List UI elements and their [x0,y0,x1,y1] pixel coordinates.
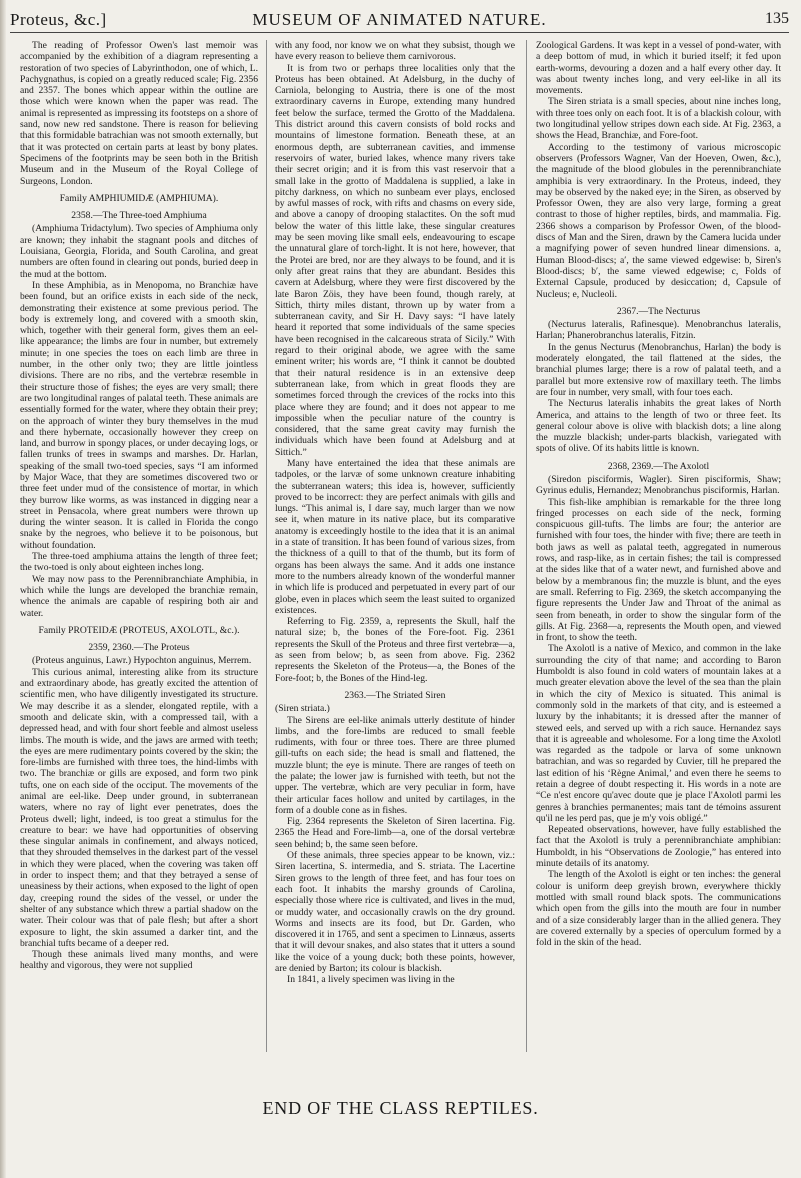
section-heading: 2363.—The Striated Siren [344,689,446,701]
header-rule [10,32,789,33]
section-heading: 2367.—The Necturus [616,305,701,317]
family-heading: Family AMPHIUMIDÆ (AMPHIUMA). [59,192,219,204]
footer-end-note: END OF THE CLASS REPTILES. [262,1098,539,1118]
paragraph: Fig. 2364 represents the Skeleton of Siren lacertina. Fig. 2365 the Head and Fore-limb—a, one of the dorsal vertebræ seen behind; b, the same seen before. [275,816,515,850]
paragraph: In the genus Necturus (Menobranchus, Harlan) the body is moderately elongated, the tail flattened at the sides, the branchial plumes large; there is a row of palatal teeth, and a parallel but more extensive row of maxillary teeth. The limbs are four in number, very small, with four toes each. [536,341,781,398]
header-book-title: MUSEUM OF ANIMATED NATURE. [252,10,547,29]
paragraph: (Siredon pisciformis, Wagler). Siren pisciformis, Shaw; Gyrinus edulis, Hernandez; Menobranchus pisciformis, Harlan. [536,473,781,497]
continued-paragraph: with any food, nor know we on what they subsist, though we have every reason to believe them carnivorous. [275,40,515,63]
paragraph: This curious animal, interesting alike from its structure and extraordinary abode, has greatly excited the attention of scientific men, who have diligently investigated its structure. We may describe it as a slender, elongated reptile, with a smooth and delicate skin, with a compressed tail, with a depressed head, and with four short feeble and almost useless limbs. The mouth is wide, and the jaws are armed with teeth; the eyes are mere rudimentary points covered by the skin; the fore-limbs are furnished with three toes, the hind-limbs with two. The branchiæ or gills are exposed, and form two pink tufts, one on each side of the occiput. The movements of the animal are eel-like. Deep under ground, in subterranean waters, where no ray of light ever penetrates, does the Proteus dwell; light, indeed, is too great a stimulus for the creature to bear: we have had opportunities of observing these singular animals in confinement, and always noticed, that they shrouded themselves in the darkest part of the vessel in which they were placed, when the covering was taken off in order to inspect them; and that they betrayed a sense of uneasiness by their actions, when exposed to the light of open day, creeping round the sides of the vessel, or under the shelter of any substance which threw a partial shadow on the water. Their colour was that of pale flesh; but after a short exposure to light, the skin assumed a darker tint, and the branchial tufts became of a deeper red. [20,666,258,949]
text-column-3 [536,40,781,1052]
paragraph: The Sirens are eel-like animals utterly destitute of hinder limbs, and the fore-limbs are reduced to small feeble rudiments, with four or three toes. There are three plumed gill-tufts on each side; the head is small and flattened, the muzzle blunt; the eye is minute. There are ranges of teeth on the palate; the lower jaw is furnished with teeth, but not the upper. The vertebræ, which are very peculiar in form, have their articular faces hollow and united by cartilages, in the form of a double cone as in fishes. [275,714,515,816]
text-column-2 [275,40,515,1052]
paragraph: Of these animals, three species appear to be known, viz.: Siren lacertina, S. intermedia, and S. striata. The Lacertine Siren grows to the length of three feet, and has four toes on each foot. It inhabits the marshy grounds of Carolina, especially those where rice is cultivated, and lives in the mud, or muddy water, and occasionally crawls on the dry ground. Worms and insects are its food, but Dr. Garden, who discovered it in 1765, and sent a specimen to Linnæus, asserts that it will devour snakes, and also states that it utters a sound like the voice of a young duck; both these points, however, are denied by Barton; its colour is blackish. [275,850,515,975]
paragraph: It is from two or perhaps three localities only that the Proteus has been obtained. At Adelsburg, in the duchy of Carniola, belonging to Austria, there is one of the most extraordinary caverns in Europe, extending many hundred feet below the surface, termed the Grotto of the Maddalena. This district around this cavern consists of bold rocks and mountains of limestone formation. Beneath these, at an enormous depth, are subterranean cavities, and immense reservoirs of water, buried lakes, whence many rivers take their secret origin; and it is from this vast reservoir that a small lake in the grotto of Maddalena is supplied, a lake in pitchy darkness, on which no sunbeam ever plays, enclosed by awful masses of rock, with rifts and chasms on every side, and above a canopy of drooping stalactites. On the soft mud below the water of this little lake, these singular creatures may be seen moving like small eels, endeavouring to escape the unnatural glare of torch-light. It is not here, however, that the Protei are bred, nor are they always to be found, and it is only after great rains that they are abundant. Besides this cavern at Adelsburg, where they were first discovered by the late Baron Zöis, they have been found, though rarely, at Sittich, thirty miles distant, thrown up by water from a subterranean cavity, and Sir H. Davy says: “I have lately heard it reported that some individuals of the same species have been recognised in the calcareous strata of Sicily.” With regard to their original abode, we agree with the same eminent writer; his words are, “I think it cannot be doubted that their natural residence is in an extensive deep subterranean lake, from which in great floods they are sometimes forced through the crevices of the rocks into this place where they are found; and it does not appear to me impossible when the peculiar nature of the country is considered, that the same great cavity may furnish the individuals which have been found at Adelsburg and at Sittich.” [275,62,515,458]
page-number: 135 [765,10,789,27]
column-divider-1 [266,40,267,1052]
synonym-line: (Siren striata.) [275,703,330,715]
running-header [10,8,789,38]
paragraph: The length of the Axolotl is eight or ten inches: the general colour is uniform deep greyish brown, everywhere thickly mottled with small round black spots. The communications which open from the gills into the mouth are four in number and of a size considerably larger than in the allied genera. They are covered externally by a species of operculum formed by a fold in the skin of the head. [536,869,781,949]
continued-paragraph: Zoological Gardens. It was kept in a vessel of pond-water, with a deep bottom of mud, in which it buried itself; it fed upon earth-worms, devouring a dozen and a half every other day. It was about twenty inches long, and very eel-like in all its movements. [536,40,781,97]
paragraph: According to the testimony of various microscopic observers (Professors Wagner, Van der Hoeven, Owen, &c.), the magnitude of the blood globules in the perennibranchiate amphibia is very extraordinary. In the Proteus, indeed, they may be observed by the naked eye; in the Siren, as observed by Professor Owen, they are also very large, forming a great contrast to those of higher reptiles, birds, and mammalia. Fig. 2366 shows a comparison by Professor Owen, of the blood-discs of Man and the Siren, drawn by the Camera lucida under a magnifying power of seven hundred linear dimensions. a, Human Blood-discs; a′, the same viewed edgewise: b, Siren's Blood-discs; b′, the same viewed edgewise; c, Folds of External Capsule, produced by desiccation; d, Capsule of Nucleus; e, Nucleoli. [536,141,781,300]
paragraph: Repeated observations, however, have fully established the fact that the Axolotl is truly a perennibranchiate amphibian: Humboldt, in his “Observations de Zoologie,” has entered into minute details of its anatomy. [536,824,781,870]
paragraph: Referring to Fig. 2359, a, represents the Skull, half the natural size; b, the bones of the Fore-foot. Fig. 2361 represents the Skull of the Proteus and three first vertebræ—a, as seen from below; b, as seen from above. Fig. 2362 represents the Skeleton of the Proteus—a, the Bones of the Fore-foot; b, the Bones of the Hind-leg. [275,616,515,684]
paragraph: (Amphiuma Tridactylum). Two species of Amphiuma only are known; they inhabit the stagnant pools and ditches of Louisiana, Georgia, Florida, and South Carolina, and great numbers are often found in clearing out ponds, buried deep in the mud at the bottom. [20,223,258,280]
paragraph: The Siren striata is a small species, about nine inches long, with three toes only on each foot. It is of a blackish colour, with two longitudinal yellow stripes down each side. At Fig. 2363, a shows the Head, Branchiæ, and Fore-foot. [536,96,781,142]
paragraph: (Proteus anguinus, Lawr.) Hypochton anguinus, Merrem. [32,655,252,667]
section-heading: 2358.—The Three-toed Amphiuma [71,210,207,222]
paragraph: (Necturus lateralis, Rafinesque). Menobranchus lateralis, Harlan; Phanerobranchus lateralis, Fitzin. [536,319,781,342]
paragraph: In 1841, a lively specimen was living in the [287,974,455,986]
header-section-title: Proteus, &c.] [10,10,107,29]
paragraph: The Axolotl is a native of Mexico, and common in the lake surrounding the city of that name; and according to Baron Humboldt is also found in cold waters of mountain lakes at a much greater elevation above the level of the sea than the plain in which the city of Mexico is situated. This animal is commonly sold in the markets of that city, and is esteemed a luxury by the inhabitants; it is dressed after the manner of stewed eels, and served up with a rich sauce. Hernandez says that it is agreeable and wholesome. For a long time the Axolotl was regarded as the tadpole or larva of some unknown batrachian, and was so regarded by Cuvier, till he prepared the last edition of his ‘Règne Animal,’ and even there he seems to retain a degree of doubt respecting it. His words in a note are “Ce n'est encore qu'avec doute que je place l'Axolotl parmi les genres à branchies permanentes; mais tant de témoins assurent qu'il ne les perd pas, que je m'y vois obligé.” [536,643,781,824]
paragraph: Though these animals lived many months, and were healthy and vigorous, they were not supplied [20,949,258,972]
paragraph: This fish-like amphibian is remarkable for the three long fringed processes on each side of the neck, forming conspicuous gill-tufts. The limbs are four; the anterior are furnished with four toes, the hinder with five; there are teeth in both jaws as well as palatal teeth, aggregated in numerous rows, and rasp-like, as in certain fishes; the tail is compressed at the sides like that of a water newt, and furnished above and below by a membranous fin; the muzzle is blunt, and the eyes are small. Referring to Fig. 2369, the sketch accompanying the figure represents the Under Jaw and Throat of the animal as seen from beneath, in order to show the singular form of the gills. At Fig. 2368—a, represents the Mouth open, and viewed in front, to show the teeth. [536,496,781,644]
paragraph: The reading of Professor Owen's last memoir was accompanied by the exhibition of a diagram representing a restoration of two species of Labyrinthodon, one of which, L. Pachygnathus, is copied on a greatly reduced scale; Fig. 2356 and 2357. The bones which appear within the outline are those which were known when the paper was read. The animal is represented as impressing its footsteps on a shore of sand, now new red sandstone. There is reason for believing that this formidable batrachian was not smooth externally, but that it was protected on certain parts at least by bony plates. Specimens of the footprints may be seen both in the British Museum and in the Museum of the Royal College of Surgeons, London. [20,40,258,187]
paragraph: We may now pass to the Perennibranchiate Amphibia, in which while the lungs are developed the branchiæ remain, whence the animals are capable of respiring both air and water. [20,573,258,619]
page-binding-shadow [0,0,6,1178]
paragraph: In these Amphibia, as in Menopoma, no Branchiæ have been found, but an orifice exists in each side of the neck, demonstrating their existence at some previous period. The body is extremely long, and covered with a smooth skin, which, together with their general form, gives them an eel-like appearance; the limbs are four in number, but extremely minute; in one species the toes on each limb are three in number, in the other only two; they are little jointless divisions. There are no ribs, and the vertebræ resemble in their structure those of fishes; the eyes are very small; there are two longitudinal ranges of palatal teeth. These animals are essentially formed for the water, where they obtain their prey; on the approach of winter they bury themselves in the mud and there hybernate, occasionally however they creep on land, and burrow in spongy places, or under decaying logs, or fallen trunks of trees in swamps and marshes. Dr. Harlan, speaking of the small two-toed species, says “I am informed by Major Wace, that they are sometimes discovered two or three feet under mud of the consistence of mortar, in which they burrow like worms, as was instanced in digging near a street in Pensacola, where great numbers were thrown up during the winter season. It is called in Florida the congo snake by the negroes, who believe it to be poisonous, but without foundation. [20,279,258,551]
text-column-1 [20,40,258,1052]
paragraph: The three-toed amphiuma attains the length of three feet; the two-toed is only about eighteen inches long. [20,551,258,574]
paragraph: The Necturus lateralis inhabits the great lakes of North America, and attains to the length of two or three feet. Its general colour above is olive with blackish dots; a line along the muzzle blackish; under-parts blackish, variegated with spots of olive. Of its habits little is known. [536,398,781,455]
section-heading: 2359, 2360.—The Proteus [88,642,190,654]
column-divider-2 [526,40,527,1052]
paragraph: Many have entertained the idea that these animals are tadpoles, or the larvæ of some unknown creature inhabiting the subterranean waters; this idea is, however, sufficiently proved to be incorrect: they are perfect animals with gills and lungs. “This animal is, I dare say, much larger than we now see it, when mature in its native place, but its comparative anatomy is exceedingly hostile to the idea that it is an animal in a state of transition. It has been found of various sizes, from the thickness of a quill to that of the thumb, but its form of organs has been always the same. And it adds one instance more to the numbers already known of the wonderful manner in which life is produced and perpetuated in every part of our globe, even in places which seem the least suited to organized existences. [275,457,515,616]
family-heading: Family PROTEIDÆ (PROTEUS, AXOLOTL, &c.). [38,624,240,636]
section-heading: 2368, 2369.—The Axolotl [607,460,710,472]
